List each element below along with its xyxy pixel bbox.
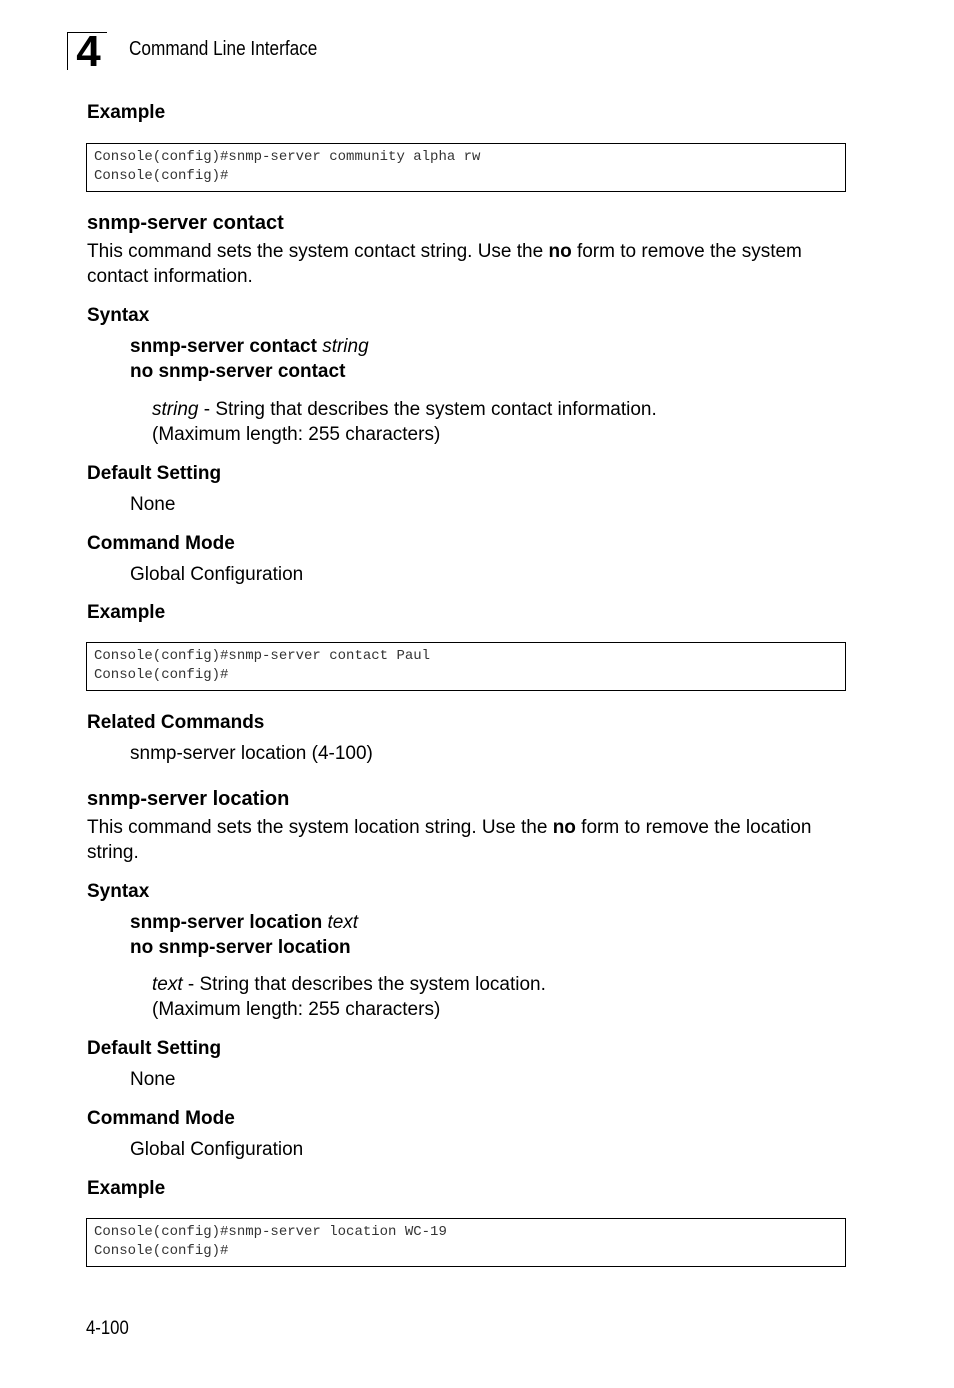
mode-heading: Command Mode xyxy=(87,1108,235,1129)
example-heading: Example xyxy=(87,102,166,123)
chapter-title: Command Line Interface xyxy=(129,38,318,60)
page-number: 4-100 xyxy=(86,1318,129,1339)
syntax-heading: Syntax xyxy=(87,305,150,326)
mode-value: Global Configuration xyxy=(130,564,304,585)
code-line: Console(config)# xyxy=(94,667,229,683)
code-block xyxy=(86,1218,846,1267)
parameter-description: text - String that describes the system location. (Maximum length: 255 characters) xyxy=(152,974,546,1020)
command-description: This command sets the system contact string. Use the no form to remove the system contact information. xyxy=(87,241,802,287)
command-description: This command sets the system location string. Use the no form to remove the location string. xyxy=(87,817,812,863)
command-title: snmp-server contact xyxy=(87,212,284,234)
default-value: None xyxy=(130,1069,176,1090)
command-title: snmp-server location xyxy=(87,788,290,810)
syntax-line: no snmp-server location xyxy=(130,937,351,958)
syntax-line: snmp-server contact string xyxy=(130,336,369,357)
default-heading: Default Setting xyxy=(87,1038,222,1059)
code-block xyxy=(86,143,846,192)
code-line: Console(config)#snmp-server community alpha rw xyxy=(94,149,481,165)
code-line: Console(config)#snmp-server contact Paul xyxy=(94,648,431,664)
example-heading: Example xyxy=(87,602,166,623)
chapter-number: 4 xyxy=(67,32,107,70)
mode-value: Global Configuration xyxy=(130,1139,304,1160)
code-line: Console(config)# xyxy=(94,168,229,184)
syntax-line: snmp-server location text xyxy=(130,912,359,933)
default-value: None xyxy=(130,494,176,515)
parameter-description: string - String that describes the system contact information. (Maximum length: 255 characters) xyxy=(152,399,657,445)
code-block xyxy=(86,642,846,691)
related-heading: Related Commands xyxy=(87,712,265,733)
syntax-line: no snmp-server contact xyxy=(130,361,346,382)
related-value: snmp-server location (4-100) xyxy=(130,743,373,764)
code-line: Console(config)# xyxy=(94,1243,229,1259)
default-heading: Default Setting xyxy=(87,463,222,484)
example-heading: Example xyxy=(87,1178,166,1199)
code-line: Console(config)#snmp-server location WC-19 xyxy=(94,1224,447,1240)
syntax-heading: Syntax xyxy=(87,881,150,902)
mode-heading: Command Mode xyxy=(87,533,235,554)
